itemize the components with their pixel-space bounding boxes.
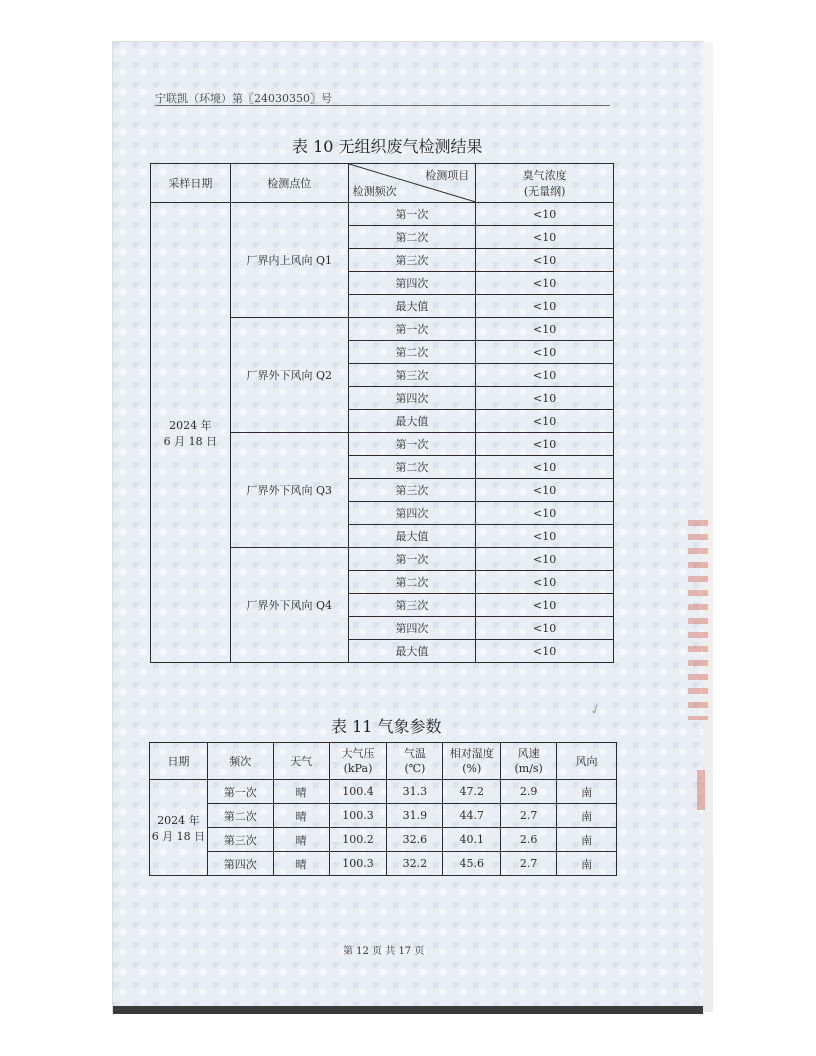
weather-wind-speed-cell: 2.7 bbox=[501, 852, 557, 876]
odor-value-cell: <10 bbox=[476, 594, 614, 617]
weather-header-line1: 频次 bbox=[229, 754, 252, 768]
monitoring-point-cell: 厂界外下风向 Q4 bbox=[230, 548, 348, 663]
odor-value-cell: <10 bbox=[476, 341, 614, 364]
weather-humidity-cell: 47.2 bbox=[443, 780, 501, 804]
weather-row bbox=[150, 804, 617, 828]
weather-freq-cell: 第四次 bbox=[207, 852, 273, 876]
weather-header-line1: 日期 bbox=[167, 754, 190, 768]
weather-weather-cell: 晴 bbox=[273, 780, 329, 804]
monitoring-point-cell: 厂界外下风向 Q2 bbox=[230, 318, 348, 433]
sampling-date-cell bbox=[151, 203, 231, 663]
header-divider bbox=[155, 105, 610, 106]
weather-temp-cell: 31.3 bbox=[387, 780, 443, 804]
weather-freq-cell: 第一次 bbox=[207, 780, 273, 804]
weather-wind-speed-cell: 2.6 bbox=[501, 828, 557, 852]
weather-temp-cell: 31.9 bbox=[387, 804, 443, 828]
weather-temp-cell: 32.2 bbox=[387, 852, 443, 876]
weather-header-cell bbox=[329, 743, 387, 780]
odor-value-cell: <10 bbox=[476, 318, 614, 341]
header-monitoring-point: 检测点位 bbox=[230, 164, 348, 203]
weather-weather-cell: 晴 bbox=[273, 804, 329, 828]
odor-value-cell: <10 bbox=[476, 295, 614, 318]
table11-body bbox=[150, 780, 617, 876]
frequency-cell: 第二次 bbox=[348, 456, 476, 479]
odor-value-cell: <10 bbox=[476, 456, 614, 479]
odor-value-cell: <10 bbox=[476, 548, 614, 571]
odor-value-cell: <10 bbox=[476, 387, 614, 410]
weather-header-cell bbox=[387, 743, 443, 780]
frequency-cell: 第一次 bbox=[348, 548, 476, 571]
weather-header-cell bbox=[501, 743, 557, 780]
frequency-cell: 第四次 bbox=[348, 387, 476, 410]
frequency-cell: 第三次 bbox=[348, 364, 476, 387]
odor-value-cell: <10 bbox=[476, 502, 614, 525]
frequency-cell: 第四次 bbox=[348, 502, 476, 525]
weather-header-cell bbox=[150, 743, 208, 780]
sampling-date-line1: 2024 年 bbox=[169, 418, 212, 432]
frequency-cell: 第一次 bbox=[348, 433, 476, 456]
frequency-cell: 第三次 bbox=[348, 594, 476, 617]
weather-header-line1: 天气 bbox=[290, 754, 313, 768]
weather-pressure-cell: 100.3 bbox=[329, 804, 387, 828]
red-seal-fragment bbox=[697, 770, 705, 810]
header-diagonal-cell bbox=[348, 164, 476, 203]
report-code: 宁联凯（环境）第〖24030350〗号 bbox=[155, 92, 332, 105]
weather-wind-speed-cell: 2.9 bbox=[501, 780, 557, 804]
weather-wind-speed-cell: 2.7 bbox=[501, 804, 557, 828]
weather-row bbox=[150, 852, 617, 876]
odor-value-cell: <10 bbox=[476, 410, 614, 433]
table10-body bbox=[151, 203, 614, 663]
weather-header-line1: 风速 bbox=[517, 747, 540, 760]
weather-humidity-cell: 44.7 bbox=[443, 804, 501, 828]
weather-wind-dir-cell: 南 bbox=[557, 828, 617, 852]
weather-parameters-table bbox=[149, 742, 617, 876]
weather-freq-cell: 第二次 bbox=[207, 804, 273, 828]
weather-humidity-cell: 40.1 bbox=[443, 828, 501, 852]
weather-header-line1: 风向 bbox=[575, 754, 598, 768]
table10-title: 表 10 无组织废气检测结果 bbox=[292, 137, 483, 156]
check-mark: ✓ bbox=[587, 700, 605, 720]
odor-value-cell: <10 bbox=[476, 571, 614, 594]
weather-row bbox=[150, 780, 617, 804]
frequency-cell: 第三次 bbox=[348, 249, 476, 272]
weather-header-cell bbox=[207, 743, 273, 780]
frequency-cell: 第二次 bbox=[348, 341, 476, 364]
frequency-cell: 最大值 bbox=[348, 295, 476, 318]
odor-value-cell: <10 bbox=[476, 525, 614, 548]
monitoring-point-cell: 厂界外下风向 Q3 bbox=[230, 433, 348, 548]
odor-header-line1: 臭气浓度 bbox=[522, 169, 567, 182]
frequency-cell: 最大值 bbox=[348, 640, 476, 663]
odor-value-cell: <10 bbox=[476, 272, 614, 295]
weather-wind-dir-cell: 南 bbox=[557, 804, 617, 828]
weather-humidity-cell: 45.6 bbox=[443, 852, 501, 876]
weather-header-cell bbox=[443, 743, 501, 780]
frequency-cell: 最大值 bbox=[348, 525, 476, 548]
odor-value-cell: <10 bbox=[476, 433, 614, 456]
weather-date-line1: 2024 年 bbox=[157, 813, 200, 827]
page-bottom-edge bbox=[113, 1006, 703, 1014]
weather-header-line1: 相对湿度 bbox=[449, 747, 494, 760]
odor-header-line2: (无量纲) bbox=[523, 185, 566, 198]
weather-pressure-cell: 100.3 bbox=[329, 852, 387, 876]
frequency-cell: 第一次 bbox=[348, 318, 476, 341]
odor-value-cell: <10 bbox=[476, 364, 614, 387]
weather-wind-dir-cell: 南 bbox=[557, 852, 617, 876]
odor-value-cell: <10 bbox=[476, 249, 614, 272]
weather-header-line2: (℃) bbox=[404, 762, 426, 775]
weather-date-cell bbox=[150, 780, 208, 876]
odor-value-cell: <10 bbox=[476, 226, 614, 249]
odor-value-cell: <10 bbox=[476, 617, 614, 640]
frequency-cell: 第四次 bbox=[348, 617, 476, 640]
weather-header-line1: 气温 bbox=[403, 747, 426, 760]
weather-header-line1: 大气压 bbox=[341, 747, 375, 760]
frequency-cell: 最大值 bbox=[348, 410, 476, 433]
monitoring-point-cell: 厂界内上风向 Q1 bbox=[230, 203, 348, 318]
frequency-cell: 第一次 bbox=[348, 203, 476, 226]
red-seal-stamp bbox=[688, 520, 708, 720]
header-sampling-date: 采样日期 bbox=[151, 164, 231, 203]
weather-header-cell bbox=[557, 743, 617, 780]
table11-title: 表 11 气象参数 bbox=[331, 717, 442, 736]
weather-header-line2: (m/s) bbox=[514, 762, 543, 775]
weather-header-cell bbox=[273, 743, 329, 780]
odor-value-cell: <10 bbox=[476, 640, 614, 663]
header-test-frequency: 检测频次 bbox=[352, 185, 397, 198]
weather-freq-cell: 第三次 bbox=[207, 828, 273, 852]
odor-value-cell: <10 bbox=[476, 479, 614, 502]
weather-pressure-cell: 100.4 bbox=[329, 780, 387, 804]
weather-header-line2: (kPa) bbox=[343, 762, 373, 775]
table-row bbox=[151, 203, 614, 226]
frequency-cell: 第二次 bbox=[348, 571, 476, 594]
weather-row bbox=[150, 828, 617, 852]
page-number: 第 12 页 共 17 页 bbox=[343, 946, 425, 957]
weather-weather-cell: 晴 bbox=[273, 828, 329, 852]
weather-header-line2: (%) bbox=[462, 762, 482, 775]
weather-date-line2: 6 月 18 日 bbox=[151, 829, 206, 843]
weather-temp-cell: 32.6 bbox=[387, 828, 443, 852]
weather-pressure-cell: 100.2 bbox=[329, 828, 387, 852]
odor-value-cell: <10 bbox=[476, 203, 614, 226]
weather-weather-cell: 晴 bbox=[273, 852, 329, 876]
frequency-cell: 第三次 bbox=[348, 479, 476, 502]
weather-wind-dir-cell: 南 bbox=[557, 780, 617, 804]
header-odor-concentration bbox=[476, 164, 614, 203]
odor-results-table bbox=[150, 163, 614, 663]
sampling-date-line2: 6 月 18 日 bbox=[163, 434, 218, 448]
header-test-item: 检测项目 bbox=[425, 169, 470, 182]
frequency-cell: 第四次 bbox=[348, 272, 476, 295]
frequency-cell: 第二次 bbox=[348, 226, 476, 249]
